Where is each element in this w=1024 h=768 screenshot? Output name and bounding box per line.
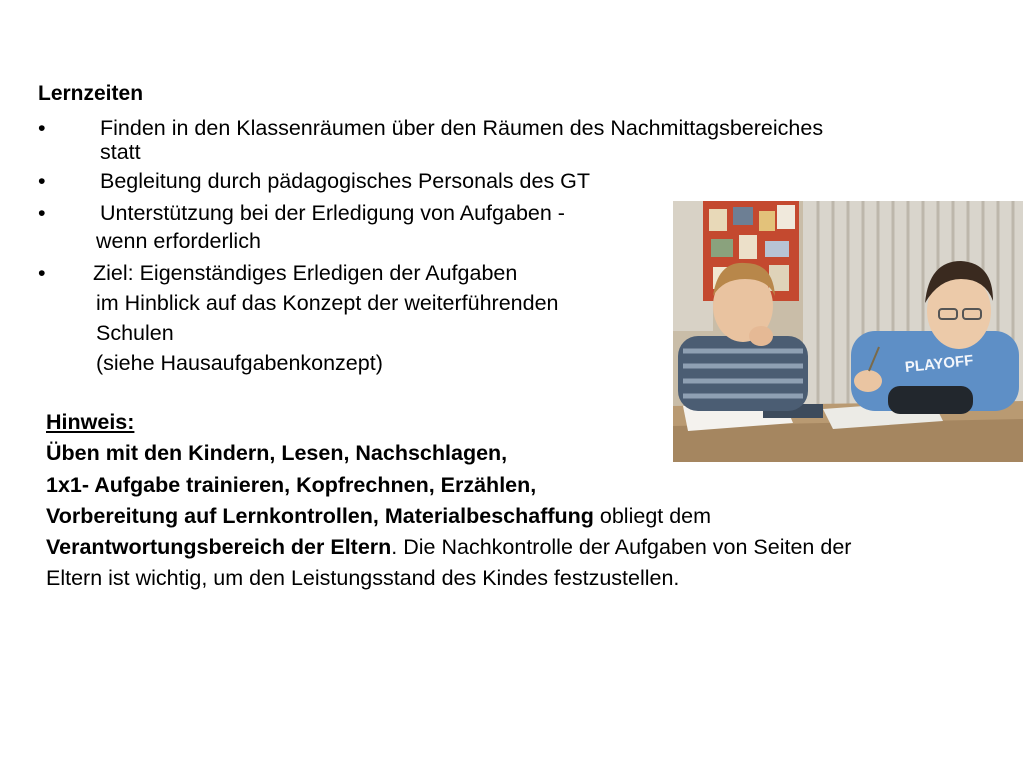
note-line-4-bold: Verantwortungsbereich der Eltern bbox=[46, 535, 392, 559]
classroom-photo bbox=[673, 201, 1023, 462]
note-line-2: 1x1- Aufgabe trainieren, Kopfrechnen, Erzählen, bbox=[46, 473, 537, 497]
slide-heading: Lernzeiten bbox=[38, 82, 144, 105]
note-line-4-normal: . Die Nachkontrolle der Aufgaben von Seiten der bbox=[391, 535, 852, 559]
shirt-print: PLAYOFF bbox=[904, 352, 975, 377]
bullet-3-line-2: wenn erforderlich bbox=[96, 229, 261, 253]
bullet-symbol: • bbox=[38, 116, 46, 140]
note-line-3 bbox=[46, 504, 711, 529]
bullet-4-line-1: Ziel: Eigenständiges Erledigen der Aufgaben bbox=[93, 261, 518, 285]
bullet-symbol: • bbox=[38, 261, 46, 285]
bullet-4-line-4: (siehe Hausaufgabenkonzept) bbox=[96, 351, 383, 375]
note-label: Hinweis: bbox=[46, 410, 135, 434]
bullet-1-line-1: Finden in den Klassenräumen über den Räumen des Nachmittagsbereiches bbox=[100, 116, 824, 140]
bullet-4-line-2: im Hinblick auf das Konzept der weiterführenden bbox=[96, 291, 559, 315]
bullet-4-line-3: Schulen bbox=[96, 321, 174, 345]
note-line-3-bold: Vorbereitung auf Lernkontrollen, Materialbeschaffung bbox=[46, 504, 594, 528]
bullet-1-line-2: statt bbox=[100, 140, 141, 164]
note-line-4 bbox=[46, 535, 851, 560]
bullet-2-line-1: Begleitung durch pädagogisches Personals des GT bbox=[100, 169, 591, 193]
note-line-3-normal: obliegt dem bbox=[593, 504, 712, 528]
bullet-3-line-1: Unterstützung bei der Erledigung von Aufgaben - bbox=[100, 201, 565, 225]
bullet-symbol: • bbox=[38, 169, 46, 193]
note-line-1: Üben mit den Kindern, Lesen, Nachschlagen, bbox=[46, 441, 508, 465]
bullet-symbol: • bbox=[38, 201, 46, 225]
note-line-5: Eltern ist wichtig, um den Leistungsstand des Kindes festzustellen. bbox=[46, 566, 680, 590]
